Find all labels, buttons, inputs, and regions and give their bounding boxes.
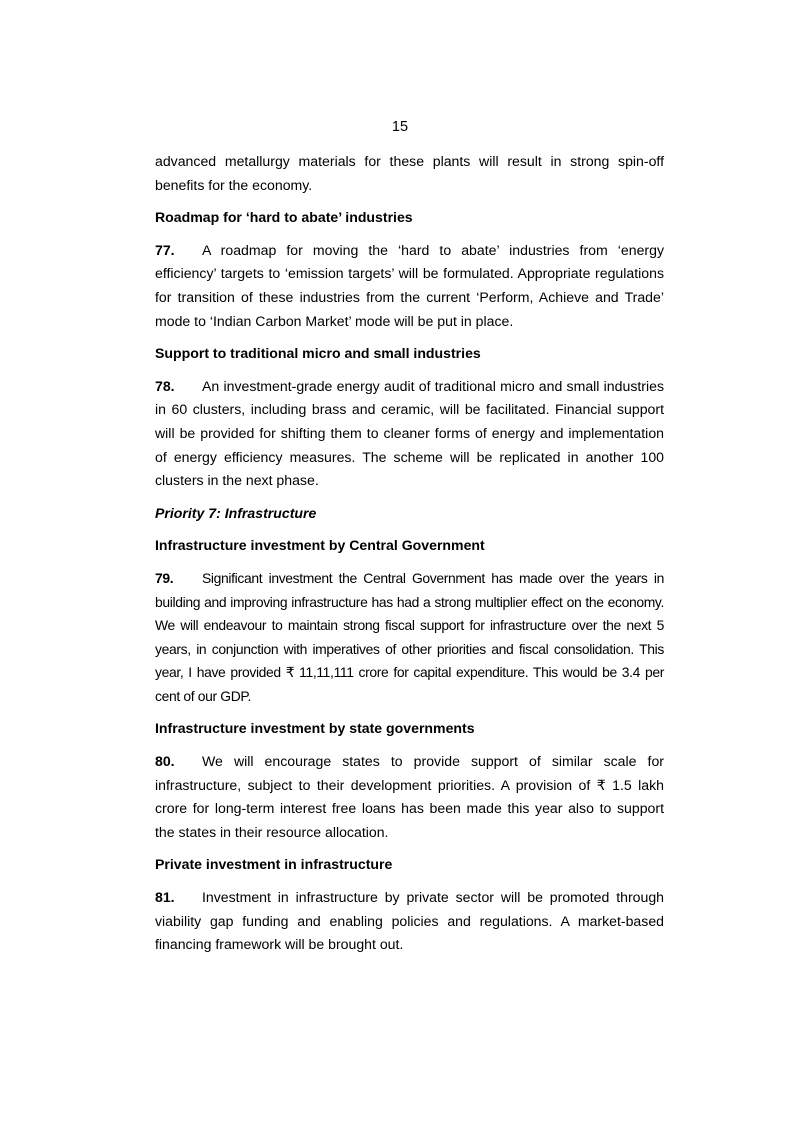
priority-heading: Priority 7: Infrastructure	[155, 504, 317, 521]
paragraph-77	[155, 239, 664, 333]
section-heading-hard-to-abate: Roadmap for ‘hard to abate’ industries	[155, 209, 413, 226]
document-body	[155, 150, 664, 966]
paragraph-text: Significant investment the Central Government has made over the years in building and improving infrastructure has had a strong multiplier effect on the economy. We will endeavour to maintain strong fiscal support for infrastructure over the next 5 years, in conjunction with imperatives of other priorities and fiscal consolidation. This year, I have provided ₹ 11,11,111 crore for capital expenditure. This would be 3.4 per cent of our GDP.	[155, 569, 664, 704]
paragraph-text: An investment-grade energy audit of traditional micro and small industries in 60 clusters, including brass and ceramic, will be facilitated. Financial support will be provided for shifting them to cleaner forms of energy and implementation of energy efficiency measures. The scheme will be replicated in another 100 clusters in the next phase.	[155, 377, 664, 489]
paragraph-text: Investment in infrastructure by private sector will be promoted through viability gap funding and enabling policies and regulations. A market-based financing framework will be brought out.	[155, 889, 664, 953]
paragraph-number: 78.	[155, 377, 175, 394]
page-number: 15	[391, 119, 409, 135]
paragraph-continuation	[155, 150, 664, 197]
paragraph-number: 80.	[155, 753, 175, 770]
paragraph-number: 77.	[155, 241, 175, 258]
section-heading-state-govt-investment: Infrastructure investment by state governments	[155, 720, 475, 737]
section-heading-private-investment: Private investment in infrastructure	[155, 856, 393, 873]
paragraph-number: 79.	[155, 569, 174, 586]
paragraph-81	[155, 886, 664, 957]
paragraph-79	[155, 567, 664, 709]
paragraph-80	[155, 750, 664, 844]
paragraph-text: advanced metallurgy materials for these plants will result in strong spin-off benefits for the economy.	[155, 153, 664, 193]
paragraph-text: A roadmap for moving the ‘hard to abate’ industries from ‘energy efficiency’ targets to ‘emission targets’ will be formulated. Appropriate regulations for transition of these industries from the current ‘Perform, Achieve and Trade’ mode to ‘Indian Carbon Market’ mode will be put in place.	[155, 241, 664, 329]
paragraph-text: We will encourage states to provide support of similar scale for infrastructure, subject to their development priorities. A provision of ₹ 1.5 lakh crore for long-term interest free loans has been made this year also to support the states in their resource allocation.	[155, 753, 664, 840]
section-heading-msme-support: Support to traditional micro and small industries	[155, 345, 481, 362]
section-heading-central-govt-investment: Infrastructure investment by Central Government	[155, 537, 485, 554]
paragraph-number: 81.	[155, 889, 175, 906]
paragraph-78	[155, 375, 664, 493]
